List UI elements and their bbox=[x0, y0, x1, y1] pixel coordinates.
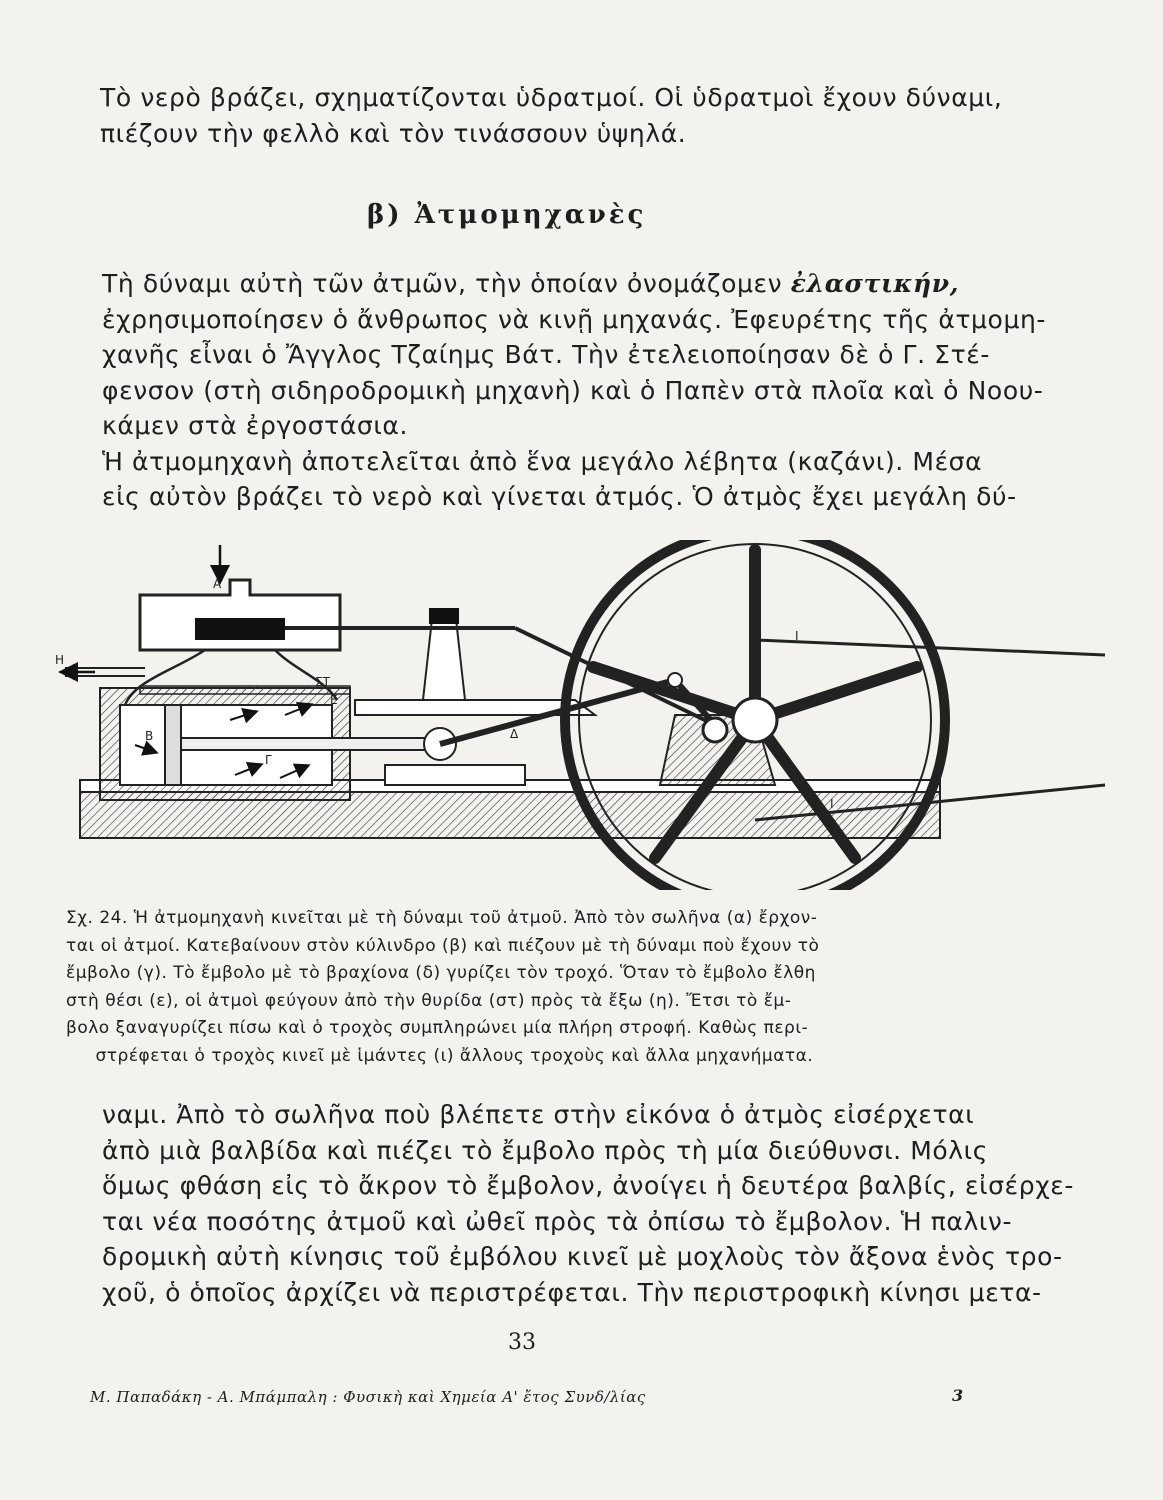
label-d: Δ bbox=[510, 727, 519, 741]
label-i-bottom: Ι bbox=[830, 797, 834, 811]
caption-line: βολο ξαναγυρίζει πίσω καὶ ὁ τροχὸς συμπληρώνει μία πλήρη στροφή. Καθὼς περι- bbox=[66, 1018, 809, 1038]
text-line: Ἡ ἀτμομηχανὴ ἀποτελεῖται ἀπὸ ἕνα μεγάλο λέβητα (καζάνι). Μέσα bbox=[102, 446, 983, 476]
text-line: ἐχρησιμοποίησεν ὁ ἄνθρωπος νὰ κινῇ μηχανάς. Ἐφευρέτης τῆς ἀτμομη- bbox=[102, 304, 1047, 334]
piston-rod bbox=[181, 738, 431, 750]
crank-pin bbox=[668, 673, 682, 687]
figure-caption bbox=[66, 905, 819, 1070]
section-heading: β) Ἀτμομηχανὲς bbox=[367, 200, 647, 230]
caption-line: Σχ. 24. Ἡ ἀτμομηχανὴ κινεῖται μὲ τὴ δύναμι τοῦ ἀτμοῦ. Ἀπὸ τὸν σωλῆνα (α) ἔρχον- bbox=[66, 908, 818, 928]
governor-cap bbox=[429, 608, 459, 624]
text-line: χανῆς εἶναι ὁ Ἄγγλος Τζαίημς Βάτ. Τὴν ἐτελειοποίησαν δὲ ὁ Γ. Στέ- bbox=[102, 340, 990, 369]
text-line: εἰς αὐτὸν βράζει τὸ νερὸ καὶ γίνεται ἀτμός. Ὁ ἀτμὸς ἔχει μεγάλη δύ- bbox=[102, 482, 1017, 511]
text-line: ναμι. Ἀπὸ τὸ σωλῆνα ποὺ βλέπετε στὴν εἰκόνα ὁ ἀτμὸς εἰσέρχεται bbox=[102, 1100, 975, 1129]
text-line: κάμεν στὰ ἐργοστάσια. bbox=[102, 411, 409, 440]
intro-paragraph bbox=[100, 80, 1002, 152]
label-g: Γ bbox=[265, 753, 272, 767]
label-st: ΣΤ bbox=[315, 675, 330, 689]
slide-valve bbox=[195, 618, 285, 640]
steam-engine-diagram bbox=[55, 540, 1110, 890]
text-line: Τὸ νερὸ βράζει, σχηματίζονται ὑδρατμοί. Οἱ ὑδρατμοὶ ἔχουν δύναμι, bbox=[100, 83, 1003, 112]
page-number: 33 bbox=[508, 1330, 536, 1355]
text-line: δρομικὴ αὐτὴ κίνησις τοῦ ἐμβόλου κινεῖ μὲ μοχλοὺς τὸν ἄξονα ἑνὸς τρο- bbox=[102, 1242, 1063, 1271]
footer-citation: Μ. Παπαδάκη - Α. Μπάμπαλη : Φυσικὴ καὶ Χημεία Α' ἔτος Συνδ/λίας bbox=[90, 1388, 646, 1406]
body-paragraph-1 bbox=[102, 266, 1046, 515]
text-line: ἀπὸ μιὰ βαλβίδα καὶ πιέζει τὸ ἔμβολο πρὸς τὴ μία διεύθυνσι. Μόλις bbox=[102, 1135, 989, 1165]
label-a: Α bbox=[213, 577, 222, 591]
piston-head bbox=[165, 705, 181, 785]
text-run: Τὴ δύναμι αὐτὴ τῶν ἀτμῶν, τὴν ὁποίαν ὀνομάζομεν bbox=[102, 269, 791, 298]
text-line bbox=[102, 266, 1046, 302]
caption-line: ἔμβολο (γ). Τὸ ἔμβολο μὲ τὸ βραχίονα (δ) γυρίζει τὸν τροχό. Ὅταν τὸ ἔμβολο ἔλθη bbox=[66, 963, 816, 983]
text-line: ται νέα ποσότης ἀτμοῦ καὶ ὠθεῖ πρὸς τὰ ὀπίσω τὸ ἔμβολον. Ἡ παλιν- bbox=[102, 1206, 1013, 1236]
label-i-top: Ι bbox=[795, 629, 799, 643]
text-line: φενσον (στὴ σιδηροδρομικὴ μηχανὴ) καὶ ὁ Παπὲν στὰ πλοῖα καὶ ὁ Νοου- bbox=[102, 375, 1044, 405]
caption-line: στρέφεται ὁ τροχὸς κινεῖ μὲ ἱμάντες (ι) ἄλλους τροχοὺς καὶ ἄλλα μηχανήματα. bbox=[66, 1045, 814, 1066]
label-h: Η bbox=[55, 653, 65, 667]
bed-block bbox=[385, 765, 525, 785]
crank-hub bbox=[703, 718, 727, 742]
emphasized-term: ἐλαστικήν, bbox=[790, 269, 960, 298]
flywheel-hub bbox=[733, 698, 777, 742]
label-b: Β bbox=[145, 729, 154, 743]
sheet-number: 3 bbox=[952, 1386, 964, 1405]
caption-line: στὴ θέσι (ε), οἱ ἀτμοὶ φεύγουν ἀπὸ τὴν θυρίδα (στ) πρὸς τὰ ἔξω (η). Ἔτσι τὸ ἔμ- bbox=[66, 990, 792, 1011]
label-e: Ε bbox=[330, 693, 338, 707]
text-line: πιέζουν τὴν φελλὸ καὶ τὸν τινάσσουν ὑψηλά. bbox=[100, 119, 687, 148]
caption-line: ται οἱ ἀτμοί. Κατεβαίνουν στὸν κύλινδρο (β) καὶ πιέζουν μὲ τὴ δύναμι ποὺ ἔχουν τὸ bbox=[66, 935, 820, 956]
text-line: χοῦ, ὁ ὁποῖος ἀρχίζει νὰ περιστρέφεται. Τὴν περιστροφικὴ κίνησι μετα- bbox=[102, 1277, 1042, 1307]
body-paragraph-2 bbox=[102, 1097, 1074, 1310]
text-line: ὅμως φθάση εἰς τὸ ἄκρον τὸ ἔμβολον, ἀνοίγει ἡ δευτέρα βαλβίς, εἰσέρχε- bbox=[102, 1171, 1074, 1200]
